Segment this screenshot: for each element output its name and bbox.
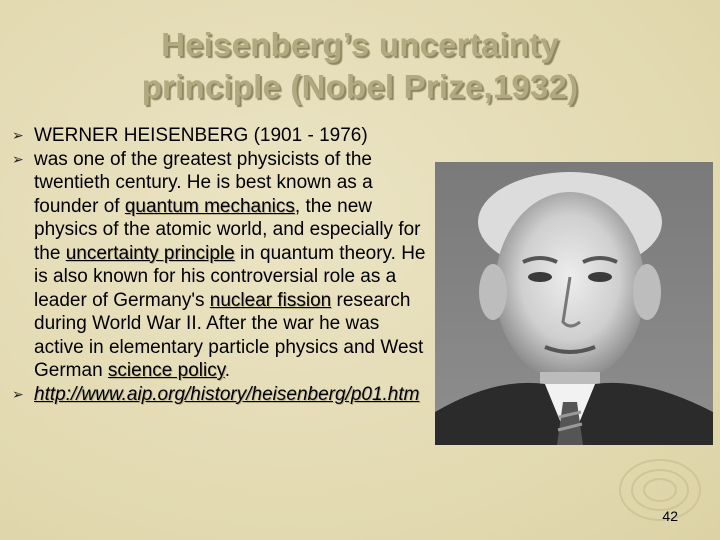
bullet-text: WERNER HEISENBERG (1901 - 1976) [34, 125, 368, 146]
link-nuclear-fission[interactable]: nuclear fission [209, 289, 332, 311]
slide-title [40, 24, 680, 108]
link-uncertainty-principle[interactable]: uncertainty principle [65, 242, 235, 264]
link-science-policy[interactable]: science policy [107, 360, 225, 381]
link-quantum-mechanics[interactable]: quantum mechanics [124, 195, 295, 217]
arrow-bullet-icon: ➢ [12, 385, 24, 402]
list-item [12, 124, 432, 148]
list-item [12, 383, 432, 407]
source-url-link[interactable]: http://www.aip.org/history/heisenberg/p01.htm [34, 383, 420, 405]
portrait-photo [435, 162, 713, 445]
bullet-list [12, 124, 432, 406]
title-line-2: principle (Nobel Prize,1932) [141, 68, 579, 105]
page-number: 42 [662, 508, 678, 524]
bullet-text: . [224, 360, 231, 381]
bullet-text: research during World War II. After the war he was active in elementary particle physics and West German [34, 289, 424, 381]
title-line-1: Heisenberg’s uncertainty [161, 26, 559, 63]
arrow-bullet-icon: ➢ [12, 127, 24, 143]
bullet-text: was one of the greatest physicists of the twentieth century. He is best known as a founder of [34, 148, 373, 217]
arrow-bullet-icon: ➢ [12, 150, 24, 167]
bullet-text: in quantum theory. He is also known for his controversial role as a leader of Germany's [34, 242, 426, 311]
list-item [12, 148, 432, 383]
bullet-text: , the new physics of the atomic world, and especially for the [34, 195, 421, 264]
